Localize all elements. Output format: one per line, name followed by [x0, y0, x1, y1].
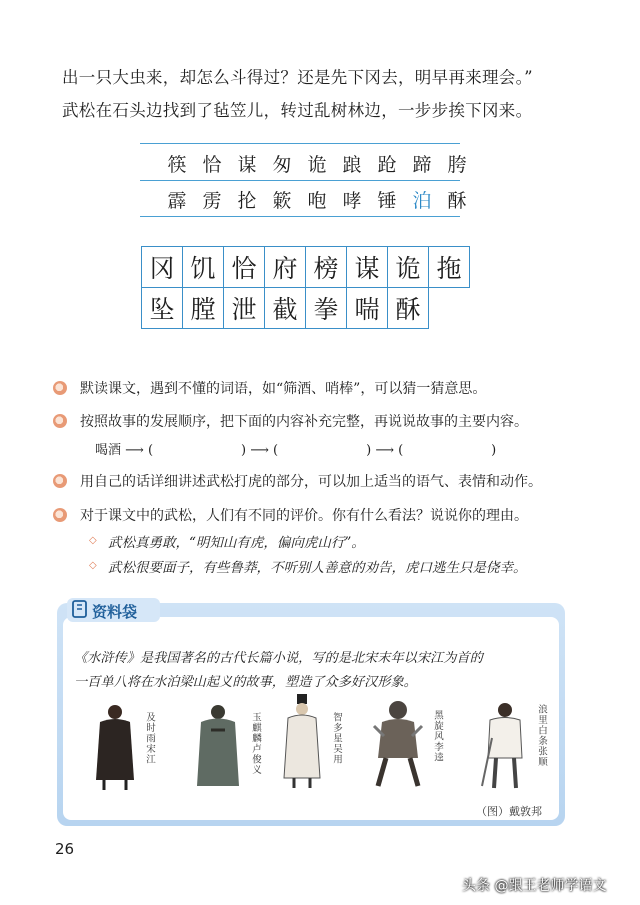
recognize-char: 哮	[342, 190, 362, 212]
question-bullet-icon	[53, 414, 67, 428]
figure-name-li-kui: 黑旋风李逵	[432, 710, 443, 763]
grid-cell: 拳	[306, 288, 347, 329]
recognize-char: 胯	[447, 154, 467, 176]
recognize-char: 恰	[202, 154, 222, 176]
figure-name-wu-yong: 智多星吴用	[331, 712, 342, 765]
material-text-1: 《水浒传》是我国著名的古代长篇小说，写的是北宋末年以宋江为首的	[74, 651, 483, 666]
recognize-char: 抡	[237, 190, 257, 212]
grid-cell: 榜	[306, 247, 347, 288]
recognize-char: 酥	[447, 190, 467, 212]
grid-cell: 谋	[347, 247, 388, 288]
flow-blank-open: (	[273, 443, 279, 458]
figure-name-song-jiang: 及时雨宋江	[144, 712, 155, 765]
recognize-char: 簌	[272, 190, 292, 212]
grid-cell: 拖	[429, 247, 470, 288]
flow-blank-close: )	[241, 443, 247, 458]
arrow-icon: ⟶	[250, 443, 269, 458]
question-bullet-icon	[53, 381, 67, 395]
recognize-row-1	[162, 150, 472, 177]
grid-cell: 饥	[183, 247, 224, 288]
recognize-char: 跄	[377, 154, 397, 176]
recognize-char: 踉	[342, 154, 362, 176]
arrow-icon: ⟶	[125, 443, 144, 458]
flow-start: 喝酒	[95, 443, 122, 458]
recognize-char: 蹄	[412, 154, 432, 176]
arrow-icon: ⟶	[375, 443, 394, 458]
question-3: 用自己的话详细讲述武松打虎的部分，可以加上适当的语气、表情和动作。	[80, 474, 542, 490]
grid-cell: 喘	[347, 288, 388, 329]
wu-yong-figure	[280, 694, 324, 790]
material-title: 资料袋	[92, 603, 138, 621]
zhang-shun-figure	[480, 698, 530, 792]
recognize-char: 筷	[167, 154, 187, 176]
recognize-char: 咆	[307, 190, 327, 212]
grid-cell: 酥	[388, 288, 429, 329]
recognize-char: 诡	[307, 154, 327, 176]
notebook-icon	[70, 599, 90, 619]
question-bullet-icon	[53, 474, 67, 488]
diamond-bullet-icon: ◇	[89, 560, 97, 571]
recognize-char: 霹	[167, 190, 187, 212]
material-text-2: 一百单八将在水泊梁山起义的故事，塑造了众多好汉形象。	[74, 675, 417, 690]
question-2: 按照故事的发展顺序，把下面的内容补充完整，再说说故事的主要内容。	[80, 414, 528, 430]
recognize-row-2	[162, 186, 472, 213]
grid-cell: 府	[265, 247, 306, 288]
recognize-char: 谋	[237, 154, 257, 176]
page-number: 26	[55, 840, 75, 858]
recognize-chars-box	[140, 143, 467, 219]
figure-name-zhang-shun: 浪里白条张顺	[536, 704, 547, 767]
watermark: 头条 @跟王老师学语文	[462, 878, 607, 894]
grid-cell: 冈	[142, 247, 183, 288]
grid-cell: 截	[265, 288, 306, 329]
opinion-2: 武松很要面子，有些鲁莽，不听别人善意的劝告，虎口逃生只是侥幸。	[108, 560, 527, 576]
writing-grid	[141, 246, 470, 329]
grid-cell: 泄	[224, 288, 265, 329]
question-1: 默读课文，遇到不懂的词语，如“筛酒、哨棒”，可以猜一猜意思。	[80, 381, 487, 397]
opinion-1: 武松真勇敢，“明知山有虎，偏向虎山行”。	[108, 535, 365, 551]
diamond-bullet-icon: ◇	[89, 535, 97, 546]
question-bullet-icon	[53, 508, 67, 522]
grid-cell: 恰	[224, 247, 265, 288]
writing-grid-row-2	[142, 288, 470, 329]
song-jiang-figure	[90, 700, 140, 792]
lu-junyi-figure	[193, 700, 243, 792]
recognize-char: 雳	[202, 190, 222, 212]
flow-sequence	[95, 439, 496, 458]
recognize-char: 锤	[377, 190, 397, 212]
grid-cell: 坠	[142, 288, 183, 329]
li-kui-figure	[368, 696, 428, 790]
writing-grid-row-1	[142, 247, 470, 288]
flow-blank-close: )	[366, 443, 372, 458]
recognize-char: 匆	[272, 154, 292, 176]
recognize-char-highlight: 泊	[412, 190, 432, 212]
question-4: 对于课文中的武松，人们有不同的评价。你有什么看法？说说你的理由。	[80, 508, 528, 524]
grid-cell: 膛	[183, 288, 224, 329]
illustration-credit: （图）戴敦邦	[476, 805, 542, 818]
flow-blank-close: )	[491, 443, 497, 458]
figure-name-lu-junyi: 玉麒麟卢俊义	[250, 712, 261, 775]
story-line-1: 出一只大虫来，却怎么斗得过？还是先下冈去，明早再来理会。”	[62, 68, 533, 87]
flow-blank-open: (	[398, 443, 404, 458]
flow-blank-open: (	[147, 443, 154, 458]
story-line-2: 武松在石头边找到了毡笠儿，转过乱树林边，一步步挨下冈来。	[62, 101, 533, 120]
grid-cell: 诡	[388, 247, 429, 288]
